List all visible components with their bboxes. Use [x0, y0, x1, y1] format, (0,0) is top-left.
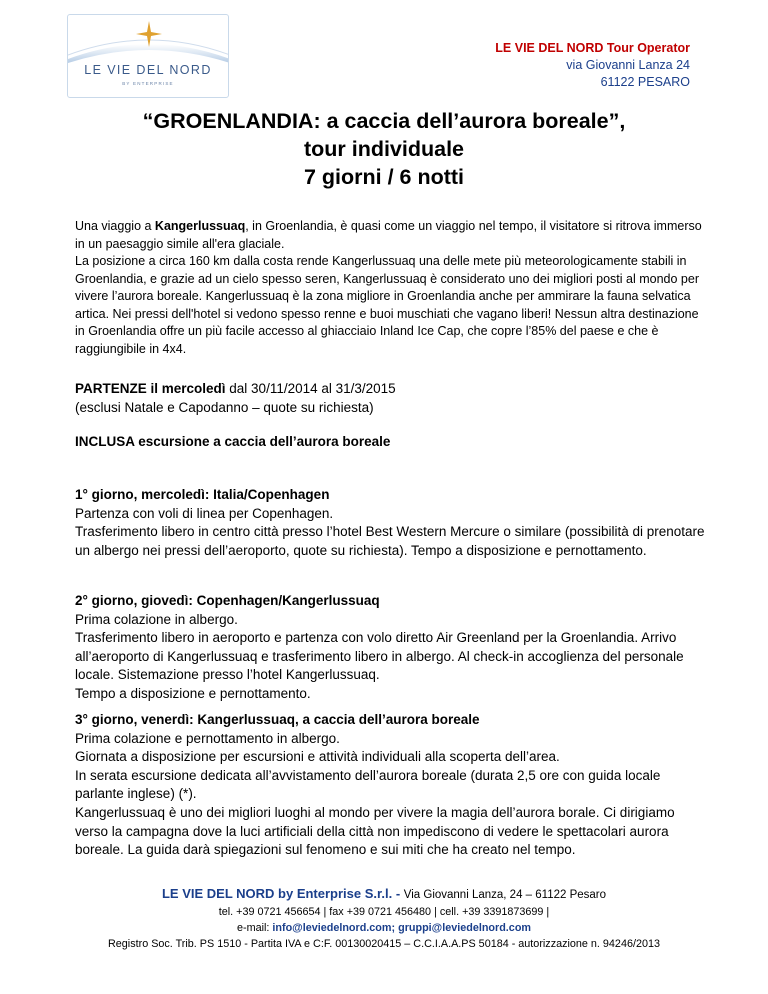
day-text: Prima colazione e pernottamento in albergo.: [75, 730, 340, 746]
day-1-section: [75, 486, 705, 560]
footer-company-line: [0, 885, 768, 904]
included-section: [75, 433, 705, 452]
title-line-3: 7 giorni / 6 notti: [303, 165, 465, 189]
day-3-section: [75, 711, 705, 860]
intro-paragraph-1: [75, 218, 705, 253]
day-heading: 2° giorno, giovedì: Copenhagen/Kangerlussuaq: [75, 593, 380, 608]
departures-section: [75, 380, 705, 417]
star-icon: [136, 21, 162, 47]
sender-address: [495, 40, 690, 91]
sender-street: via Giovanni Lanza 24: [566, 58, 690, 72]
departures-line: [75, 380, 705, 399]
day-heading: 3° giorno, venerdì: Kangerlussuaq, a caccia dell’aurora boreale: [75, 712, 480, 727]
day-text: Prima colazione in albergo.: [75, 611, 238, 627]
day-text: Trasferimento libero in centro città presso l’hotel Best Western Mercure o similare (possibilità di prenotare un albergo nei pressi dell’aeroporto, quote su richiesta). Tempo a disposizione e pernottamento.: [75, 524, 705, 558]
intro-section: [75, 218, 705, 358]
logo-subtitle: BY ENTERPRISE: [122, 81, 174, 86]
day-text: Tempo a disposizione e pernottamento.: [75, 685, 311, 701]
day-text: Giornata a disposizione per escursioni e attività individuali alla scoperta dell’area.: [75, 749, 560, 765]
intro-place: Kangerlussuaq: [154, 219, 246, 233]
footer-separator: -: [392, 886, 404, 901]
document-title: [0, 107, 768, 191]
title-line-1: “GROENLANDIA: a caccia dell’aurora boreale”,: [142, 109, 626, 133]
sender-name: LE VIE DEL NORD Tour Operator: [495, 41, 690, 55]
logo-name: LE VIE DEL NORD: [84, 63, 212, 77]
departures-note: (esclusi Natale e Capodanno – quote su richiesta): [75, 399, 374, 415]
footer-phones: tel. +39 0721 456654 | fax +39 0721 456480 | cell. +39 3391873699 |: [218, 906, 550, 918]
departures-dates: dal 30/11/2014 al 31/3/2015: [225, 381, 396, 396]
company-logo: [67, 14, 229, 98]
footer-company: LE VIE DEL NORD by Enterprise S.r.l.: [161, 886, 393, 901]
title-line-2: tour individuale: [303, 137, 465, 161]
day-heading: 1° giorno, mercoledì: Italia/Copenhagen: [75, 487, 330, 502]
day-text: Kangerlussuaq è uno dei migliori luoghi al mondo per vivere la magia dell’aurora borale. Ci dirigiamo verso la campagna dove la luci artificiali della città non impediscono di vedere le spettacolari aurora boreale. La guida darà spiegazioni sul fenomeno e sui miti che ha creato nel tempo.: [75, 804, 675, 858]
footer-registry: Registro Soc. Trib. PS 1510 - Partita IVA e C:F. 00130020415 – C.C.I.A.A.PS 50184 - autorizzazione n. 94246/2013: [108, 938, 660, 950]
intro-paragraph-2: La posizione a circa 160 km dalla costa rende Kangerlussuaq una delle mete più meteorologicamente stabili in Groenlandia, e grazie ad un cielo spesso seren, Kangerlussuaq è considerato uno dei migliori posti al mondo per vivere l’aurora boreale. Kangerlussuaq è la zona migliore in Groenlandia anche per ammirare la fauna selvatica artica. Nei pressi dell'hotel si vedono spesso renne e buoi muschiati che vagano liberi! Nessun altra destinazione in Groenlandia offre un più facile accesso al ghiacciaio Inland Ice Cap, che copre l’85% del paese e che è raggiungibile in 4x4.: [75, 254, 699, 356]
footer-email-links[interactable]: info@leviedelnord.com; gruppi@leviedelnord.com: [272, 922, 532, 934]
day-text: In serata escursione dedicata all’avvistamento dell’aurora boreale (durata 2,5 ore con guida locale parlante inglese) (*).: [75, 767, 661, 802]
day-text: Partenza con voli di linea per Copenhagen.: [75, 505, 334, 521]
intro-text: Una viaggio a: [75, 219, 155, 233]
sender-city: 61122 PESARO: [600, 75, 690, 89]
included-excursion: INCLUSA escursione a caccia dell’aurora boreale: [75, 434, 391, 449]
intro-text: , in Groenlandia, è quasi come un viaggio nel tempo, il visitatore si ritrova immerso in un paesaggio simile all'era glaciale.: [75, 219, 702, 251]
footer-email-line: [0, 920, 768, 936]
footer-email-label: e-mail:: [236, 922, 273, 934]
departures-label: PARTENZE il mercoledì: [75, 381, 226, 396]
day-text: Trasferimento libero in aeroporto e partenza con volo diretto Air Greenland per la Groenlandia. Arrivo all’aeroporto di Kangerlussuaq e trasferimento libero in albergo. Al check-in accoglienza del personale locale. Sistemazione presso l’hotel Kangerlussuaq.: [75, 630, 684, 683]
day-2-section: [75, 592, 705, 704]
page-footer: [0, 885, 768, 952]
footer-address: Via Giovanni Lanza, 24 – 61122 Pesaro: [403, 889, 607, 901]
